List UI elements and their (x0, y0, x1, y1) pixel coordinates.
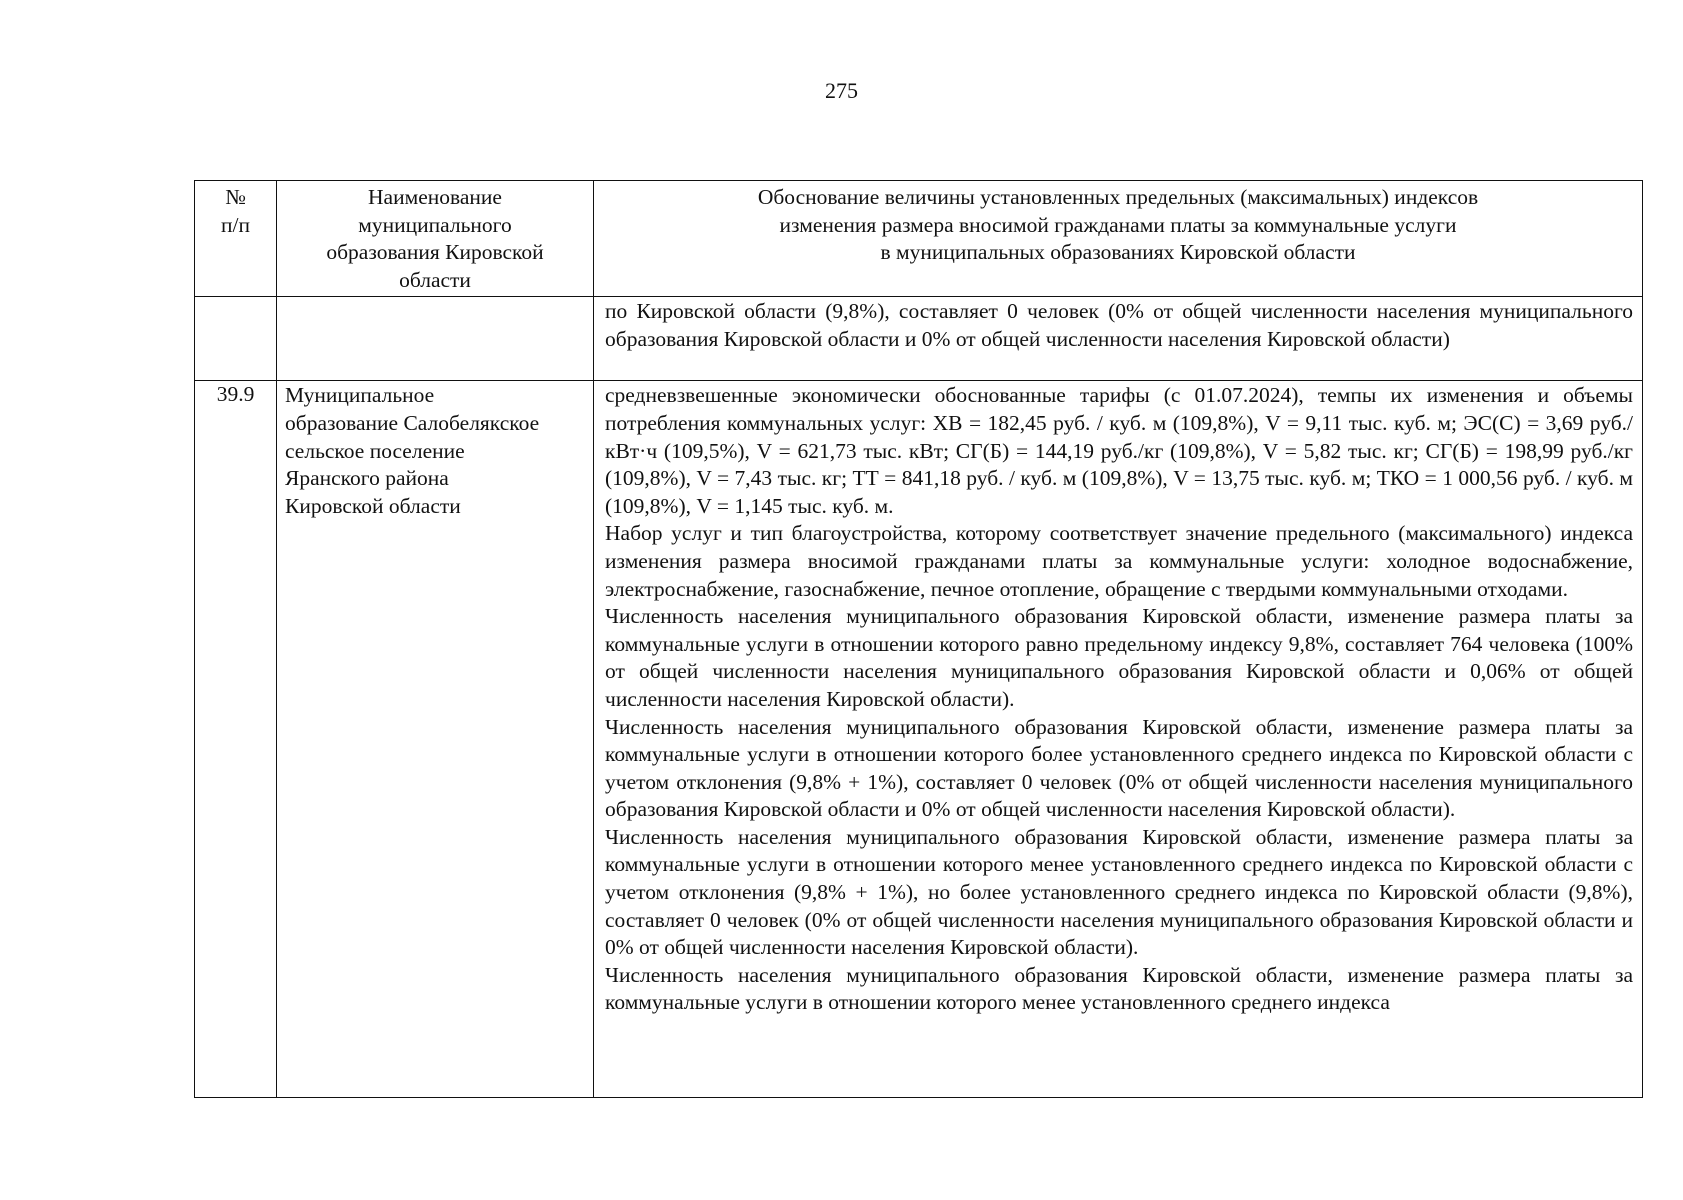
header-name-line: образования Кировской (326, 240, 544, 265)
population-above-deviation-paragraph: Численность населения муниципального образования Кировской области, изменение размера платы за коммунальные услуги в отношении которого более установленного среднего индекса по Кировской области с учетом отклонения (9,8% + 1%), составляет 0 человек (0% от общей численности населения муниципального образования Кировской области и 0% от общей численности населения Кировской области). (605, 714, 1633, 822)
header-justification (594, 181, 1643, 297)
row-name-cell (277, 297, 594, 381)
header-name-line: области (399, 267, 471, 292)
tariffs-paragraph: средневзвешенные экономически обоснованные тарифы (с 01.07.2024), темпы их изменения и объемы потребления коммунальных услуг: ХВ = 182,45 руб. / куб. м (109,8%), V = 9,11 тыс. куб. м; ЭС(С) = 3,69 руб./кВт·ч (109,5%), V = 621,73 тыс. кВт; СГ(Б) = 144,19 руб./кг (109,8%), V = 5,82 тыс. кг; СГ(Б) = 198,99 руб./кг (109,8%), V = 7,43 тыс. кг; ТТ = 841,18 руб. / куб. м (109,8%), V = 13,75 тыс. куб. м; ТКО = 1 000,56 руб. / куб. м (109,8%), V = 1,145 тыс. куб. м. (605, 383, 1633, 518)
justification-paragraph: по Кировской области (9,8%), составляет 0 человек (0% от общей численности населения муниципального образования Кировской области и 0% от общей численности населения Кировской области) (605, 299, 1633, 351)
row-justification-cell (594, 381, 1643, 1098)
header-name-line: Наименование (368, 185, 502, 209)
table-row-continuation (195, 297, 1643, 381)
population-equal-index-paragraph: Численность населения муниципального образования Кировской области, изменение размера платы за коммунальные услуги в отношении которого равно предельному индексу 9,8%, составляет 764 человека (100% от общей численности населения муниципального образования Кировской области и 0,06% от общей численности населения Кировской области). (605, 604, 1633, 711)
municipality-name-line: образование Салобелякское (285, 410, 540, 435)
municipality-name-line: сельское поселение (285, 438, 465, 463)
table-header-row (195, 181, 1643, 297)
tariff-index-table (194, 180, 1643, 1098)
services-set-paragraph: Набор услуг и тип благоустройства, которому соответствует значение предельного (максимального) индекса изменения размера вносимой гражданами платы за коммунальные услуги: холодное водоснабжение, электроснабжение, газоснабжение, печное отопление, обращение с твердыми коммунальными отходами. (605, 521, 1633, 601)
header-number-line: п/п (221, 212, 250, 237)
row-number-cell: 39.9 (195, 381, 277, 1098)
header-justification-line: изменения размера вносимой гражданами платы за коммунальные услуги (779, 212, 1457, 237)
municipality-name-line: Яранского района (285, 466, 449, 491)
population-below-index-paragraph: Численность населения муниципального образования Кировской области, изменение размера платы за коммунальные услуги в отношении которого менее установленного среднего индекса (605, 962, 1633, 1015)
header-number (195, 181, 277, 297)
row-number-cell (195, 297, 277, 381)
header-number-line: № (225, 185, 246, 209)
header-justification-line: Обоснование величины установленных предельных (максимальных) индексов (757, 185, 1479, 209)
population-between-indices-paragraph: Численность населения муниципального образования Кировской области, изменение размера платы за коммунальные услуги в отношении которого менее установленного среднего индекса по Кировской области с учетом отклонения (9,8% + 1%), но более установленного среднего индекса по Кировской области (9,8%), составляет 0 человек (0% от общей численности населения муниципального образования Кировской области и 0% от общей численности населения Кировской области). (605, 824, 1633, 960)
row-justification-cell (594, 297, 1643, 381)
municipality-name-line: Кировской области (285, 493, 461, 518)
header-municipality-name (277, 181, 594, 297)
header-justification-line: в муниципальных образованиях Кировской области (880, 240, 1356, 265)
header-name-line: муниципального (358, 212, 512, 237)
row-name-cell (277, 381, 594, 1098)
page-number: 275 (825, 78, 858, 103)
table-row (195, 381, 1643, 1098)
municipality-name-line: Муниципальное (285, 383, 435, 408)
